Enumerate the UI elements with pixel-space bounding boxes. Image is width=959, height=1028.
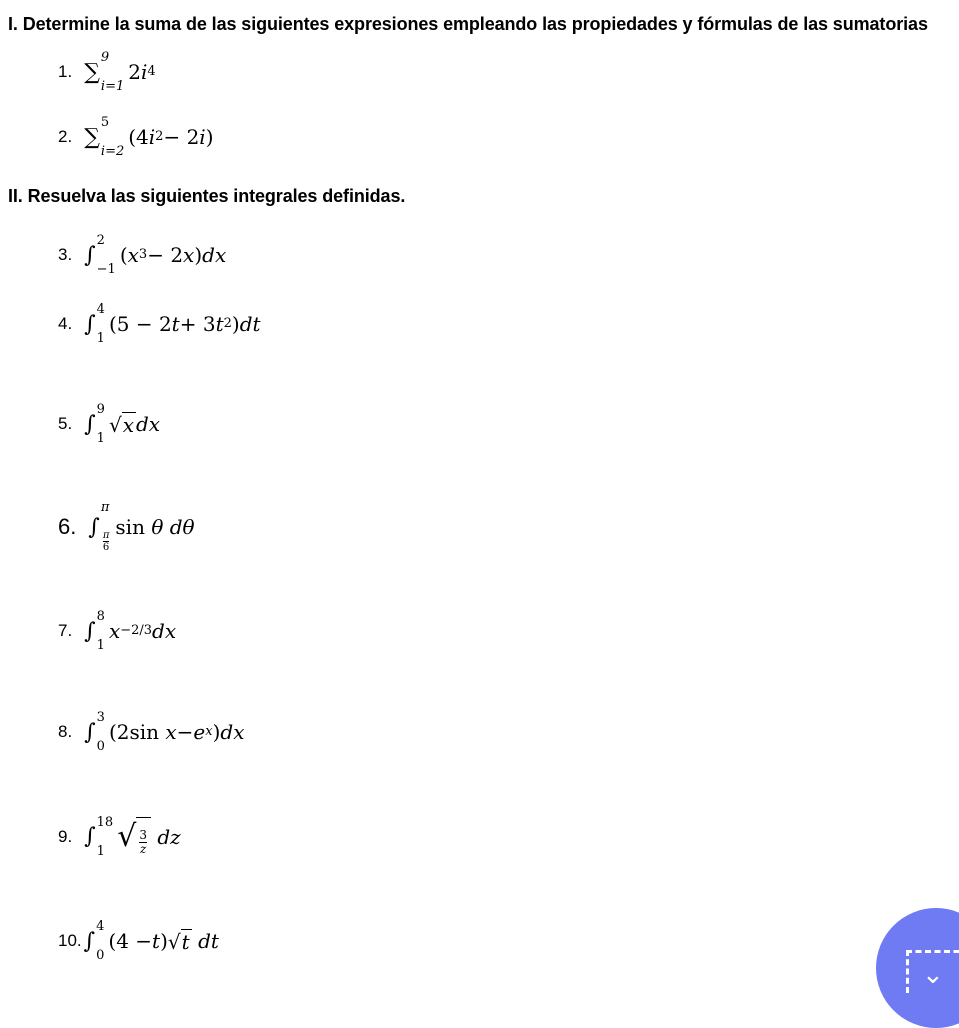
lower-limit: 1 (96, 431, 105, 446)
differential: dx (220, 720, 245, 744)
variable: x (127, 243, 139, 267)
upper-limit: 9 (96, 402, 105, 417)
problem-10 (58, 919, 219, 963)
integral-symbol: ∫ (84, 824, 96, 849)
expression-part: 2 (128, 60, 141, 84)
problem-number: 1. (58, 62, 73, 81)
fraction-denominator: z (139, 842, 147, 856)
upper-limit: 5 (100, 115, 110, 130)
differential: dz (157, 824, 181, 849)
expression-part: ( (119, 243, 128, 267)
square-root: √ $\frac{3}{z}$ (117, 817, 151, 856)
integral-symbol: ∫ (84, 411, 96, 437)
differential: dx (202, 243, 227, 267)
expression-part: ) (160, 929, 168, 953)
problem-number: 3. (58, 245, 73, 264)
problem-7: 7. ∫ 8 1 x −2/3 dx (58, 609, 177, 653)
summation-symbol: ∑ (84, 59, 100, 85)
expression-part: ) (231, 312, 240, 336)
function-name: sin (129, 720, 160, 744)
problem-4: 4. ∫ 4 1 (5 − 2 t + 3 t 2 ) dt (58, 302, 261, 346)
problem-number: 8. (58, 722, 73, 741)
variable: e (193, 720, 206, 744)
problem-8: 8. ∫ 3 0 (2 sin x − e x ) dx (58, 710, 245, 754)
differential: dt (239, 312, 261, 336)
lower-limit: 0 (96, 948, 105, 963)
lower-limit: 1 (96, 638, 105, 653)
differential: dt (198, 929, 219, 953)
upper-limit: 4 (96, 302, 105, 317)
square-root: √ t (167, 929, 190, 954)
integral-symbol: ∫ (84, 311, 96, 337)
problem-number: 6. (58, 514, 77, 539)
differential: dθ (169, 515, 195, 539)
variable: x (183, 243, 195, 267)
section-2-heading: II. Resuelva las siguientes integrales definidas. (8, 186, 406, 206)
expression-part: (5 − 2 (108, 312, 172, 336)
variable: x (165, 720, 177, 744)
variable: t (152, 929, 161, 953)
problem-1: 1. ∑ 9 i=1 2 i 4 (58, 50, 156, 94)
upper-limit: 18 (96, 814, 114, 830)
variable: i (148, 125, 156, 149)
lower-limit: i=2 (100, 144, 125, 159)
expression-part: ) (194, 243, 203, 267)
upper-limit: 4 (96, 919, 105, 934)
problem-9 (58, 814, 181, 859)
expression-part: − (176, 720, 194, 744)
upper-limit: 8 (96, 609, 105, 624)
expression-part: (4 − (108, 929, 153, 953)
problem-2: 2. ∑ 5 i=2 (4 i 2 − 2 i ) (58, 115, 214, 159)
variable: t (171, 312, 180, 336)
expression-part: ) (205, 125, 214, 149)
problem-number: 9. (58, 826, 73, 846)
integral-symbol: ∫ (84, 719, 96, 745)
lower-limit-fraction (103, 530, 110, 553)
upper-limit: π (100, 500, 110, 515)
expression-part: + 3 (179, 312, 216, 336)
integral-symbol: ∫ (83, 928, 96, 954)
upper-limit: 9 (100, 50, 110, 65)
chevron-down-icon: ⌄ (922, 960, 944, 990)
problem-number: 5. (58, 414, 73, 433)
problem-3: 3. ∫ 2 −1 ( x 3 − 2 x ) dx (58, 233, 227, 277)
problem-number: 10. (58, 931, 82, 950)
function-name: sin (115, 515, 145, 539)
fraction-numerator: 3 (139, 828, 147, 842)
problem-number: 2. (58, 127, 73, 146)
problem-5 (58, 402, 161, 446)
radicand: x (122, 412, 134, 437)
fraction-numerator: π (102, 530, 110, 541)
lower-limit: 1 (96, 843, 105, 859)
integral-symbol: ∫ (88, 514, 100, 540)
fraction-denominator: 6 (102, 542, 110, 553)
section-1-heading: I. Determine la suma de las siguientes expresiones empleando las propiedades y fórmulas de las sumatorias (8, 14, 928, 34)
lower-limit: −1 (96, 262, 116, 277)
square-root: √ x (108, 412, 134, 437)
variable: i (140, 60, 148, 84)
summation-symbol: ∑ (84, 124, 100, 150)
lower-limit: 1 (96, 331, 105, 346)
upper-limit: 2 (96, 233, 105, 248)
variable: t (215, 312, 224, 336)
problem-number: 4. (58, 314, 73, 333)
integral-symbol: ∫ (84, 242, 96, 268)
variable: θ (151, 515, 164, 539)
expression-part: (2 (108, 720, 130, 744)
lower-limit: i=1 (100, 79, 125, 94)
expression-part: − 2 (163, 125, 200, 149)
problem-number: 7. (58, 621, 73, 640)
expression-part: − 2 (147, 243, 184, 267)
lower-limit: 0 (96, 739, 105, 754)
expression-part: (4 (128, 125, 149, 149)
upper-limit: 3 (96, 710, 105, 725)
integral-symbol: ∫ (84, 618, 96, 644)
expression-part: ) (212, 720, 221, 744)
differential: dx (135, 412, 161, 436)
variable: x (108, 619, 121, 643)
radicand: t (181, 929, 190, 954)
variable: i (199, 125, 206, 149)
differential: dx (152, 619, 177, 643)
fraction (139, 829, 147, 856)
problem-6 (58, 500, 195, 553)
